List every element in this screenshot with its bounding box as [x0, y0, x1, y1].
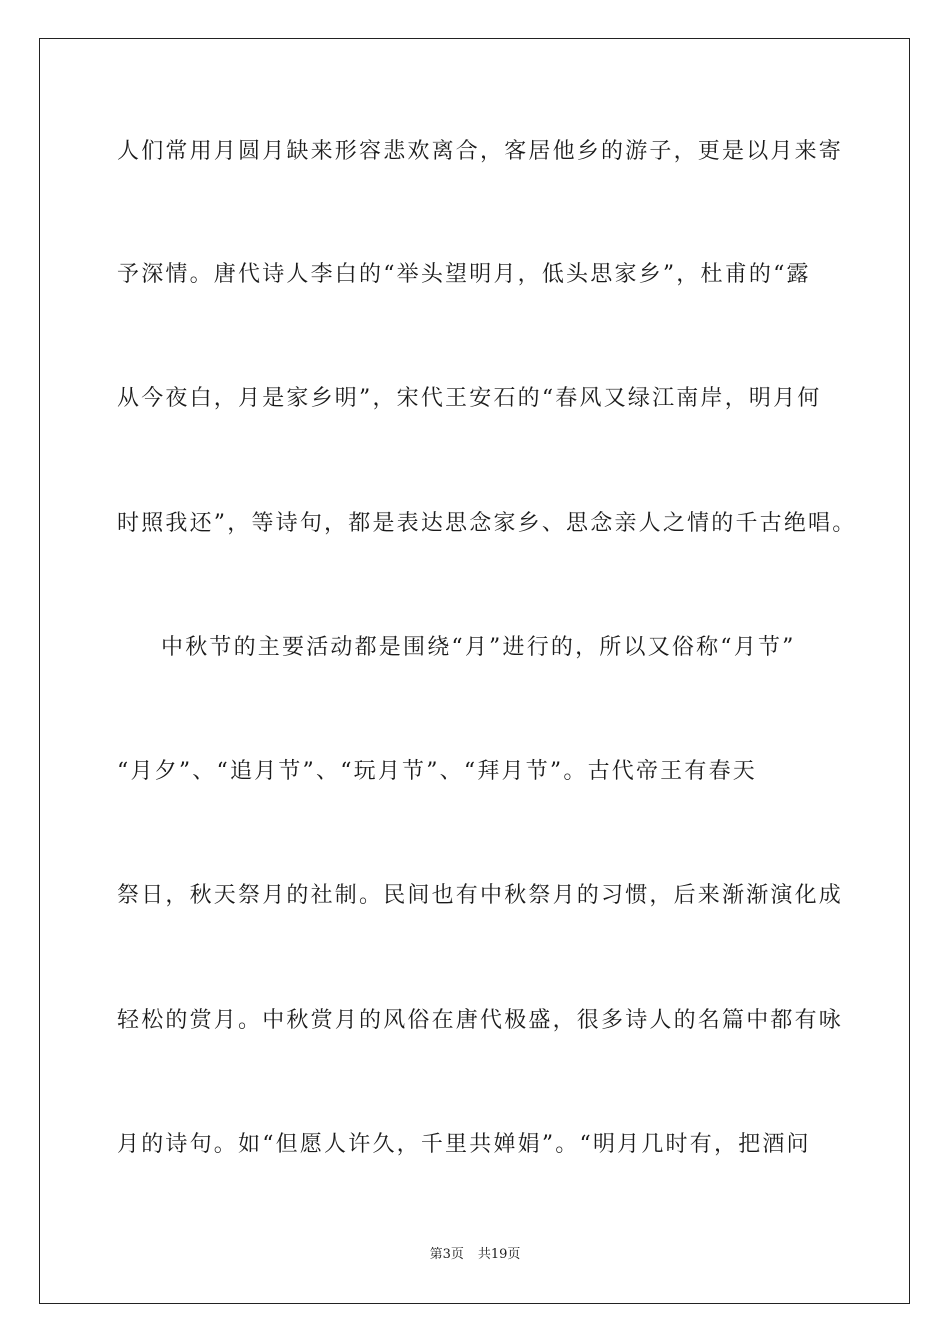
paragraph-line: 轻松的赏月。中秋赏月的风俗在唐代极盛，很多诗人的名篇中都有咏 — [117, 1008, 844, 1033]
paragraph-line-indented: 中秋节的主要活动都是围绕“月”进行的，所以又俗称“月节” — [161, 635, 796, 660]
page-total: 共19页 — [477, 1247, 521, 1262]
paragraph-line: 时照我还”，等诗句，都是表达思念家乡、思念亲人之情的千古绝唱。 — [117, 511, 857, 536]
paragraph-line: 从今夜白，月是家乡明”，宋代王安石的“春风又绿江南岸，明月何 — [117, 386, 822, 411]
paragraph-line: “月夕”、“追月节”、“玩月节”、“拜月节”。古代帝王有春天 — [117, 759, 757, 784]
paragraph-line: 予深情。唐代诗人李白的“举头望明月，低头思家乡”，杜甫的“露 — [117, 262, 811, 287]
paragraph-line: 祭日，秋天祭月的社制。民间也有中秋祭月的习惯，后来渐渐演化成 — [117, 883, 844, 908]
page-footer — [0, 1246, 950, 1264]
paragraph-line: 月的诗句。如“但愿人许久，千里共婵娟”。“明月几时有，把酒问 — [117, 1132, 811, 1157]
page-border — [39, 38, 910, 1304]
page-number: 第3页 — [429, 1247, 464, 1262]
paragraph-line: 人们常用月圆月缺来形容悲欢离合，客居他乡的游子，更是以月来寄 — [117, 139, 844, 164]
